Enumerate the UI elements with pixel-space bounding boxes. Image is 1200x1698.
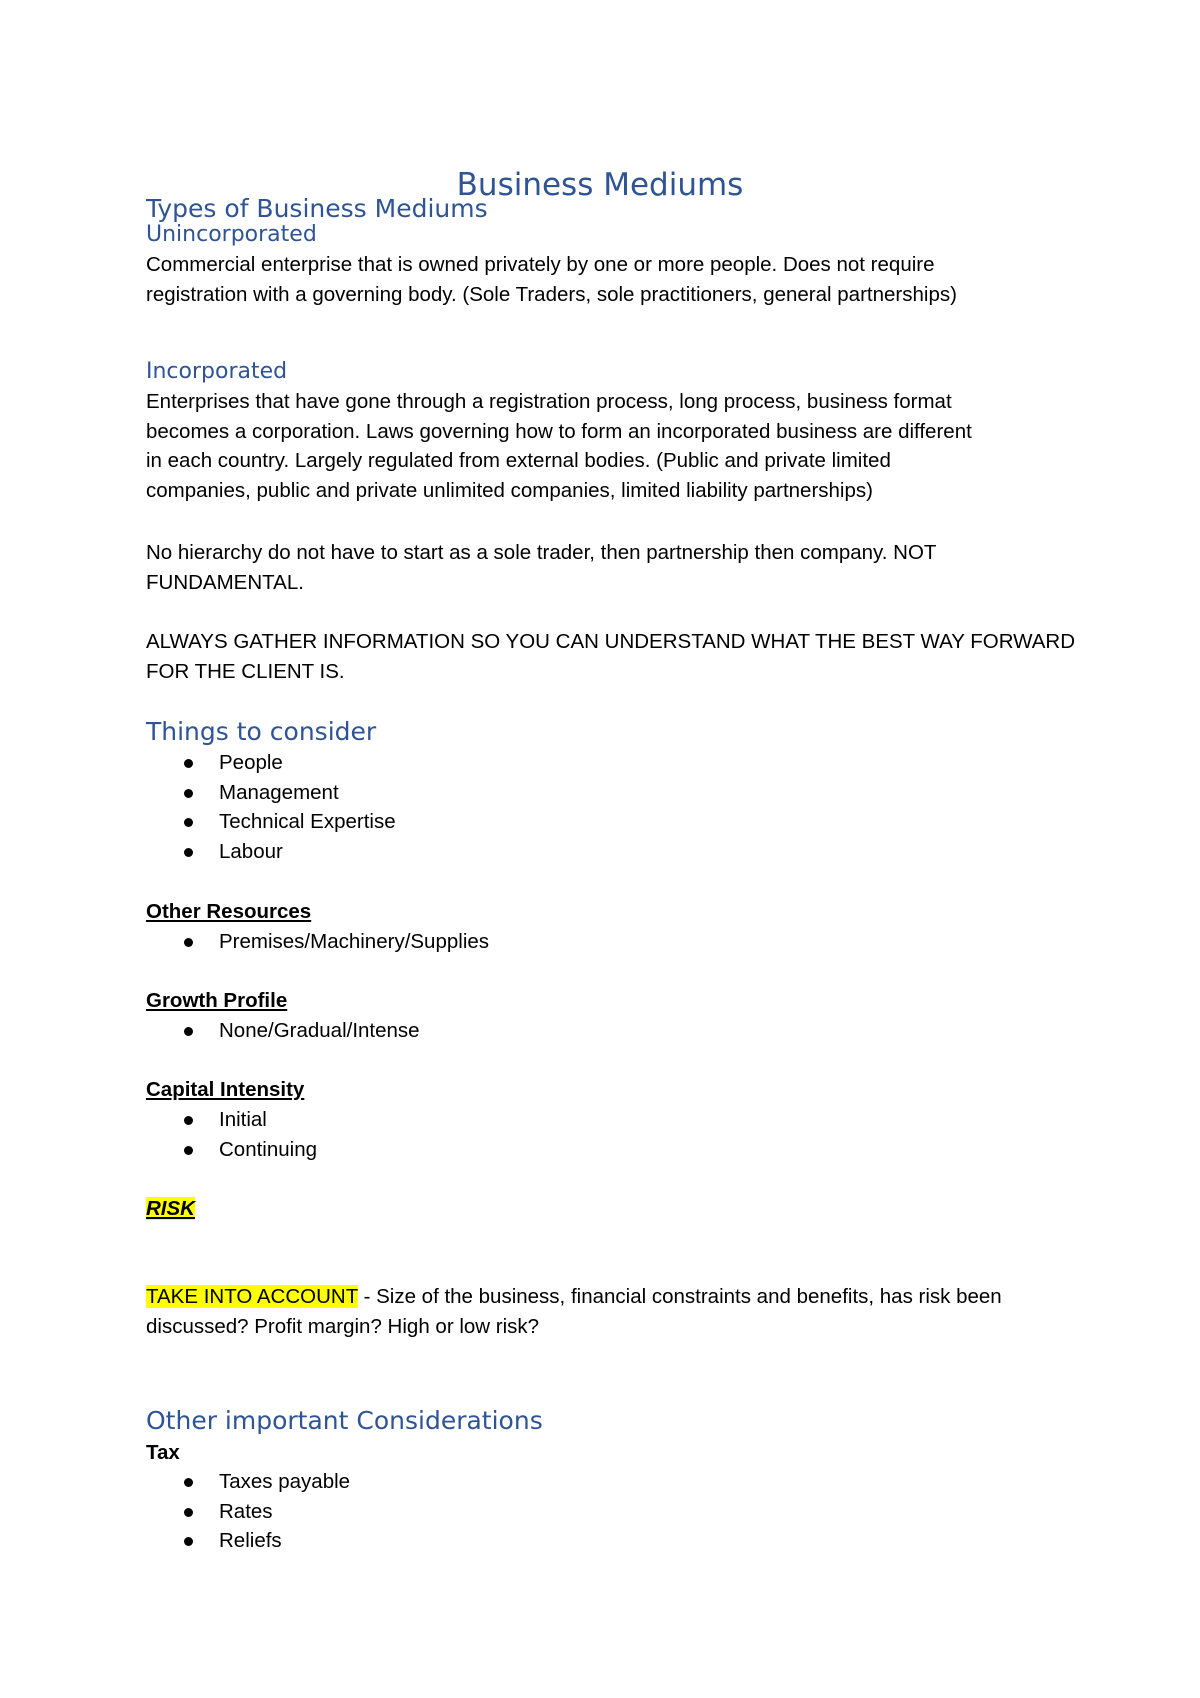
list-item-text: Technical Expertise — [219, 810, 396, 833]
list-item — [146, 778, 396, 808]
list-other-resources — [146, 927, 489, 957]
text-line: discussed? Profit margin? High or low risk? — [146, 1314, 540, 1338]
bullet-icon — [184, 1478, 193, 1487]
heading-unincorporated: Unincorporated — [146, 222, 317, 247]
bullet-icon — [184, 1508, 193, 1517]
list-item — [146, 927, 489, 957]
list-item-text: Management — [219, 780, 339, 804]
text-line: ALWAYS GATHER INFORMATION SO YOU CAN UNDERSTAND WHAT THE BEST WAY FORWARD — [146, 630, 1076, 653]
bullet-icon — [184, 1116, 193, 1125]
text-line: becomes a corporation. Laws governing how to form an incorporated business are different — [146, 419, 972, 443]
subheading-capital-intensity: Capital Intensity — [146, 1078, 305, 1101]
bullet-icon — [184, 1537, 193, 1546]
text-line — [146, 1282, 1066, 1312]
list-item-text: People — [219, 751, 283, 774]
paragraph-incorporated — [146, 387, 1066, 505]
text-line: Enterprises that have gone through a registration process, long process, business format — [146, 390, 952, 413]
paragraph-take-into-account — [146, 1282, 1066, 1341]
list-item-text: None/Gradual/Intense — [219, 1019, 420, 1042]
text-line: companies, public and private unlimited companies, limited liability partnerships) — [146, 478, 873, 502]
take-into-account-text: - Size of the business, financial constraints and benefits, has risk been — [357, 1285, 1002, 1308]
list-item — [146, 1526, 350, 1556]
label-tax: Tax — [146, 1441, 180, 1464]
list-item — [146, 807, 396, 837]
bullet-icon — [184, 759, 193, 768]
text-line: No hierarchy do not have to start as a sole trader, then partnership then company. NOT — [146, 541, 937, 564]
text-line: registration with a governing body. (Sole Traders, sole practitioners, general partnerships) — [146, 282, 957, 306]
heading-other-important-considerations: Other important Considerations — [146, 1406, 543, 1435]
list-item-text: Taxes payable — [219, 1470, 351, 1493]
text-line: in each country. Largely regulated from external bodies. (Public and private limited — [146, 449, 891, 472]
heading-incorporated: Incorporated — [146, 359, 288, 384]
list-item — [146, 1105, 317, 1135]
bullet-icon — [184, 789, 193, 798]
list-growth-profile — [146, 1016, 420, 1046]
bullet-icon — [184, 848, 193, 857]
bullet-icon — [184, 1027, 193, 1036]
bullet-icon — [184, 818, 193, 827]
text-line: Commercial enterprise that is owned privately by one or more people. Does not require — [146, 253, 935, 276]
risk-highlight: RISK — [146, 1197, 195, 1220]
heading-types-of-business-mediums: Types of Business Mediums — [146, 194, 488, 223]
list-item — [146, 837, 396, 867]
text-line: FUNDAMENTAL. — [146, 570, 304, 594]
list-item — [146, 1497, 350, 1527]
paragraph-hierarchy-note — [146, 538, 1066, 597]
paragraph-always-note — [146, 627, 1076, 686]
list-item-text: Labour — [219, 839, 283, 863]
list-things-to-consider — [146, 748, 396, 866]
list-item — [146, 1467, 350, 1497]
list-tax — [146, 1467, 350, 1556]
list-item-text: Continuing — [219, 1137, 318, 1161]
list-item-text: Initial — [219, 1108, 267, 1131]
list-item — [146, 748, 396, 778]
take-into-account-highlight: TAKE INTO ACCOUNT — [146, 1285, 358, 1308]
document-title: Business Mediums — [456, 167, 744, 203]
bullet-icon — [184, 1146, 193, 1155]
list-item — [146, 1016, 420, 1046]
subheading-other-resources: Other Resources — [146, 900, 312, 923]
list-item-text: Reliefs — [219, 1529, 282, 1552]
text-line: FOR THE CLIENT IS. — [146, 659, 345, 683]
list-item — [146, 1135, 317, 1165]
list-item-text: Premises/Machinery/Supplies — [219, 930, 490, 953]
risk-label — [146, 1194, 195, 1223]
list-capital-intensity — [146, 1105, 317, 1164]
bullet-icon — [184, 938, 193, 947]
heading-things-to-consider: Things to consider — [146, 717, 377, 746]
subheading-growth-profile: Growth Profile — [146, 989, 288, 1012]
paragraph-unincorporated — [146, 250, 1066, 309]
list-item-text: Rates — [219, 1499, 273, 1523]
